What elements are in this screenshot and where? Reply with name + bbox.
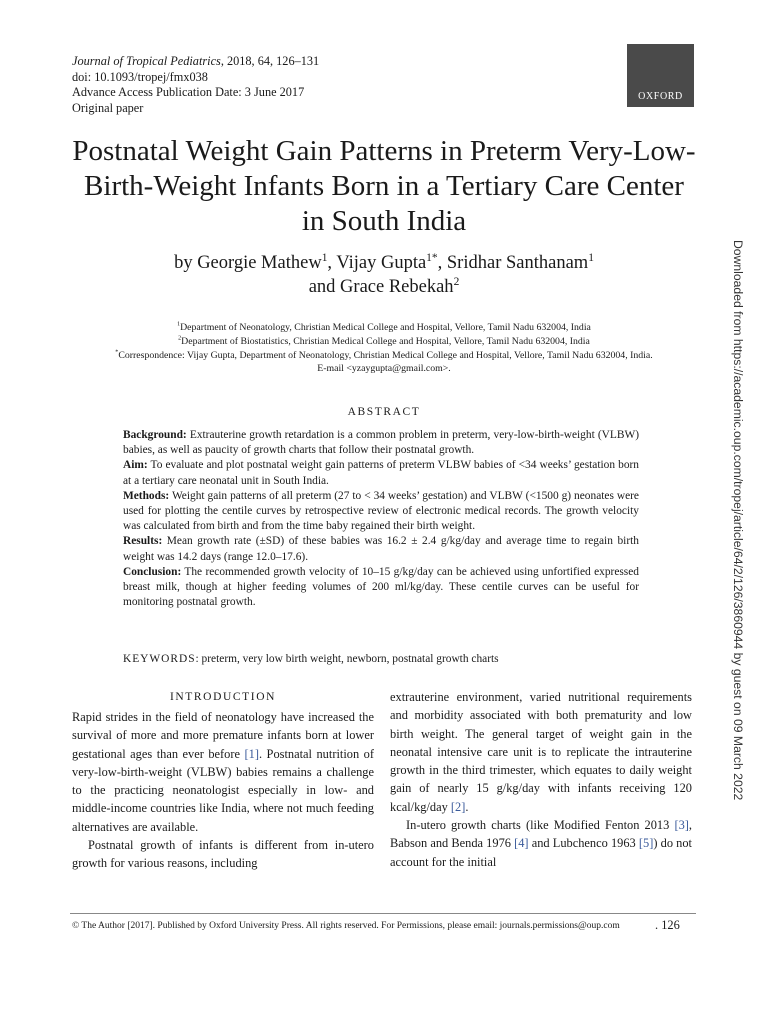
author-name[interactable]: Georgie Mathew	[197, 253, 322, 273]
abstract-text: Mean growth rate (±SD) of these babies was 16.2 ± 2.4 g/kg/day and average time to regain birth weight was 14.2 days (range 12.0–17.6).	[123, 535, 639, 563]
abstract-label: Results:	[123, 535, 163, 548]
journal-citation	[72, 54, 319, 70]
abstract-label: Aim:	[123, 459, 148, 472]
doi[interactable]: doi: 10.1093/tropej/fmx038	[72, 69, 208, 84]
abstract-heading: ABSTRACT	[347, 406, 421, 418]
author-line-2	[72, 275, 696, 299]
abstract-text: Weight gain patterns of all preterm (27 to < 34 weeks’ gestation) and VLBW (<1500 g) neonates were used for plotting the centile curves by retrospective review of electronic medical records. The growth velocity was calculated from birth and from the time baby regained their birth weight.	[123, 489, 639, 533]
email[interactable]: E-mail <yzaygupta@gmail.com>.	[317, 363, 451, 375]
paragraph-text: ) do not account for the initial	[390, 836, 692, 869]
author-sup: 1*	[426, 251, 438, 264]
author-name[interactable]: Sridhar Santhanam	[446, 253, 589, 273]
paragraph-text: , Babson and Benda 1976	[390, 818, 692, 851]
footer-divider	[70, 913, 696, 914]
paragraph	[390, 816, 692, 871]
author-sup: 2	[453, 275, 460, 288]
paragraph	[390, 688, 692, 816]
article-type: Original paper	[72, 100, 144, 115]
journal-name: Journal of Tropical Pediatrics	[72, 54, 221, 68]
affiliations	[72, 321, 696, 376]
author-sep: ,	[437, 253, 447, 273]
body-column-left	[72, 690, 374, 873]
affiliation-1	[72, 321, 696, 335]
abstract-label: Methods:	[123, 489, 170, 502]
page-number: . 126	[655, 918, 680, 932]
abstract-methods	[123, 489, 639, 535]
affiliation-sup: 2	[178, 335, 182, 342]
author-sup: 1	[321, 251, 328, 264]
authors-prefix: by	[174, 253, 198, 273]
author-sep: ,	[327, 253, 337, 273]
oxford-logo-text: OXFORD	[638, 91, 683, 102]
abstract-label: Conclusion:	[123, 565, 182, 578]
abstract-text: The recommended growth velocity of 10–15 g/kg/day can be achieved using unfortified expressed breast milk, though at higher feeding volumes of 200 ml/kg/day. These centile curves can be useful for monitoring postnatal growth.	[123, 565, 639, 609]
paragraph-text: Rapid strides in the field of neonatology have increased the survival of more and more premature infants born at lower gestational ages than ever before	[72, 710, 374, 761]
citation-link[interactable]: [5]	[638, 836, 654, 851]
oxford-logo	[627, 44, 694, 107]
keywords-label: KEYWORDS	[123, 653, 196, 665]
abstract-conclusion	[123, 565, 639, 611]
citation-link[interactable]: [2]	[450, 799, 466, 814]
abstract-text: To evaluate and plot postnatal weight gain patterns of preterm VLBW babies of <34 weeks’ gestation born at a tertiary care neonatal unit in South India.	[123, 459, 639, 487]
journal-volume: , 2018, 64, 126–131	[220, 54, 320, 68]
download-watermark: Downloaded from https://academic.oup.com/tropej/article/64/2/126/3860944 by guest on 09 March 2022	[731, 240, 745, 801]
abstract-background	[123, 428, 639, 458]
citation-link[interactable]: [1]	[244, 746, 259, 761]
citation-link[interactable]: [4]	[514, 836, 529, 851]
section-heading-introduction: INTRODUCTION	[169, 691, 277, 703]
paragraph-text: extrauterine environment, varied nutritional requirements and morbidity associated with both prematurity and low birth weight. The general target of weight gain in the neonatal intensive care unit is to replicate the intrauterine growth in the third trimester, which equates to daily weight gain of nearly 15 g/kg/day with infants receiving 120 kcal/kg/day	[390, 690, 692, 814]
abstract-aim	[123, 458, 639, 488]
correspondence	[72, 349, 696, 363]
affiliation-2	[72, 335, 696, 349]
paragraph-text: and Lubchenco 1963	[528, 836, 639, 851]
affiliation-text: Department of Neonatology, Christian Medical College and Hospital, Vellore, Tamil Nadu 632004, India	[180, 322, 591, 333]
paragraph-text: In-utero growth charts (like Modified Fenton 2013	[406, 818, 675, 833]
affiliation-sup: 1	[177, 321, 181, 328]
affiliation-text: Department of Biostatistics, Christian Medical College and Hospital, Vellore, Tamil Nadu 632004, India	[181, 335, 590, 347]
abstract-body	[123, 428, 639, 610]
author-sup: 1	[588, 251, 594, 264]
author-list	[72, 251, 696, 299]
author-name[interactable]: Grace Rebekah	[340, 277, 454, 297]
paragraph-text: . Postnatal nutrition of very-low-birth-weight (VLBW) babies remains a challenge to the practicing neonatologist especially in low- and middle-income countries like India, where not much feeding alternatives are available.	[72, 746, 374, 834]
author-line-1	[72, 251, 696, 275]
copyright-notice: © The Author [2017]. Published by Oxford University Press. All rights reserved. For Permissions, please email: journals.permissions@oup.com	[72, 921, 620, 931]
paragraph-text: .	[465, 799, 469, 814]
abstract-text: Extrauterine growth retardation is a common problem in preterm, very-low-birth-weight (VLBW) babies, as well as paucity of growth charts that follow their postnatal growth.	[123, 429, 639, 457]
journal-header	[72, 54, 319, 116]
paper-title: Postnatal Weight Gain Patterns in Preterm Very-Low-Birth-Weight Infants Born in a Tertiary Care Center in South India	[72, 135, 696, 237]
authors-and: and	[308, 277, 341, 297]
keywords-text: : preterm, very low birth weight, newborn, postnatal growth charts	[195, 653, 499, 665]
correspondence-text: Correspondence: Vijay Gupta, Department of Neonatology, Christian Medical College and Hospital, Vellore, Tamil Nadu 632004, India.	[118, 349, 653, 361]
abstract-results	[123, 534, 639, 564]
abstract-label: Background:	[123, 429, 187, 441]
paragraph	[72, 708, 374, 836]
author-name[interactable]: Vijay Gupta	[336, 253, 427, 273]
correspondence-sup: *	[115, 349, 119, 356]
body-column-right	[390, 688, 692, 871]
publication-date: Advance Access Publication Date: 3 June 2017	[72, 85, 305, 99]
keywords	[123, 653, 653, 665]
citation-link[interactable]: [3]	[674, 818, 689, 833]
paragraph: Postnatal growth of infants is different from in-utero growth for various reasons, including	[72, 838, 374, 871]
